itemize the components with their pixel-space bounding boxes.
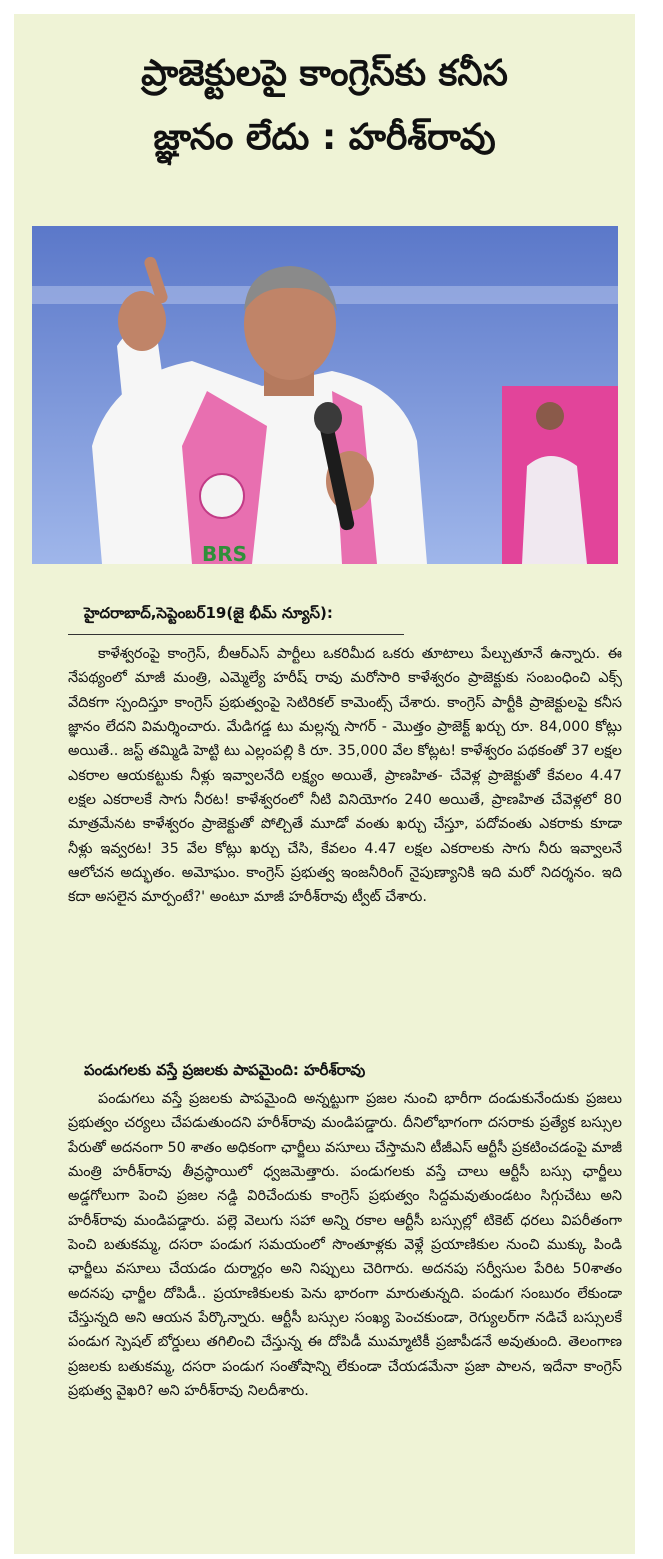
article-paragraph-1: కాళేశ్వరంపై కాంగ్రెస్, బీఆర్ఎస్ పార్టీలు ఒకరిమీద ఒకరు తూటాలు పేల్చుతూనే ఉన్నారు. ఈ నేపథ్యంలో మాజీ మంత్రి, ఎమ్మెల్యే హరీష్ రావు మరోసారి కాళేశ్వరం ప్రాజెక్టుకు సంబంధించి ఎక్స్ వేదికగా స్పందిస్తూ కాంగ్రెస్ ప్రభుత్వంపై సెటిరికల్ కామెంట్స్ చేశారు. కాంగ్రెస్ పార్టీకి ప్రాజెక్టులపై కనీస జ్ఞానం లేదని విమర్శించారు. మేడిగడ్డ టు మల్లన్న సాగర్ - మొత్తం ప్రాజెక్ట్ ఖర్చు రూ. 84,000 కోట్లు అయితే.. జస్ట్ తమ్మిడి హెట్టి టు ఎల్లంపల్లి కి రూ. 35,000 వేల కోట్లట! కాళేశ్వరం పథకంతో 37 లక్షల ఎకరాల ఆయకట్టుకు నీళ్లు ఇవ్వాలనేది లక్ష్యం అయితే, ప్రాణహిత- చేవెళ్ల ప్రాజెక్టుతో కేవలం 4.47 లక్షల ఎకరాలకే సాగు నీరట! కాళేశ్వరంలో నీటి వినియోగం 240 అయితే, ప్రాణహిత చేవెళ్లలో 80 మాత్రమేనట కాళేశ్వరం ప్రాజెక్టుతో పోల్చితే మూడో వంతు ఖర్చు చేస్తూ, పదోవంతు ఎకరాకు కూడా నీళ్లు ఇవ్వరట! 35 వేల కోట్లు ఖర్చు చేసి, కేవలం 4.47 లక్షల ఎకరాలకు సాగు నీరు ఇవ్వాలనే ఆలోచన అద్భుతం. అమోఘం. కాంగ్రెస్ ప్రభుత్వ ఇంజనీరింగ్ నైపుణ్యానికి ఇది మరో నిదర్శనం. ఇది కదా అసలైన మార్పంటే?' అంటూ మాజీ హరీశ్‌రావు ట్వీట్ చేశారు. xyxy=(68,646,622,906)
subheading: పండుగలకు వస్తే ప్రజలకు పాపమైంది: హరీశ్‌రావు xyxy=(84,1061,366,1079)
article-page xyxy=(14,14,635,1554)
speaker-photo-illustration xyxy=(32,226,618,564)
dateline-underline xyxy=(68,634,404,635)
banner-figure-head xyxy=(536,402,564,430)
dateline: హైదరాబాద్,సెప్టెంబర్19(జై భీమ్ న్యూస్): xyxy=(84,604,333,622)
banner-figure-body xyxy=(522,456,587,564)
microphone-head xyxy=(314,402,342,434)
headline xyxy=(14,42,635,170)
headline-line-1: ప్రాజెక్టులపై కాంగ్రెస్‌కు కనీస xyxy=(141,53,508,94)
scarf-badge-text: BRS xyxy=(202,542,248,564)
article-paragraph-2: పండుగలు వస్తే ప్రజలకు పాపమైంది అన్నట్టుగా ప్రజల నుంచి భారీగా దండుకునేందుకు ప్రజలు ప్రభుత్వం చర్యలు చేపడుతుందని హరీశ్‌రావు మండిపడ్డారు. దీనిలోభాగంగా దసరాకు ప్రత్యేక బస్సుల పేరుతో అదనంగా 50 శాతం అధికంగా ఛార్జీలు వసూలు చేస్తామని టీజీఎస్ ఆర్టీసీ ప్రకటించడంపై మాజీ మంత్రి హరీశ్‌రావు తీవ్రస్థాయిలో ధ్వజమెత్తారు. పండుగలకు వస్తే చాలు ఆర్టీసీ బస్సు ఛార్జీలు అడ్డగోలుగా పెంచి ప్రజల నడ్డి విరిచేందుకు కాంగ్రెస్ ప్రభుత్వం సిద్దమవుతుండటం సిగ్గుచేటు అని హరీశ్‌రావు మండిపడ్డారు. పల్లె వెలుగు సహా అన్ని రకాల ఆర్టీసీ బస్సుల్లో టికెట్ ధరలు విపరీతంగా పెంచి బతుకమ్మ, దసరా పండుగ సమయంలో సొంతూళ్లకు వెళ్లే ప్రయాణికుల నుంచి ముక్కు పిండి ఛార్జీలు వసూలు చేయడం దుర్మార్గం అని నిప్పులు చెరిగారు. అదనపు సర్వీసుల పేరిట 50శాతం అదనపు ఛార్జీల దోపిడీ.. ప్రయాణికులకు పెను భారంగా మారుతున్నది. పండుగ సంబురం లేకుండా చేస్తున్నది అని ఆయన పేర్కొన్నారు. ఆర్టీసీ బస్సుల సంఖ్య పెంచకుండా, రెగ్యులర్‌గా నడిచే బస్సులకే పండుగ స్పెషల్ బోర్డులు తగిలించి చేస్తున్న ఈ దోపిడీ ముమ్మాటికీ ప్రజాపీడనే అవుతుంది. తెలంగాణ ప్రజలకు బతుకమ్మ, దసరా పండుగ సంతోషాన్ని లేకుండా చేయడమేనా ప్రజా పాలన, ఇదేనా కాంగ్రెస్ ప్రభుత్వ వైఖరి? అని హరీశ్‌రావు నిలదీశారు. xyxy=(68,1091,622,1400)
article-photo xyxy=(32,226,618,564)
scarf-emblem xyxy=(200,474,244,518)
headline-line-2: జ్ఞానం లేదు : హరీశ్‌రావు xyxy=(153,117,496,158)
